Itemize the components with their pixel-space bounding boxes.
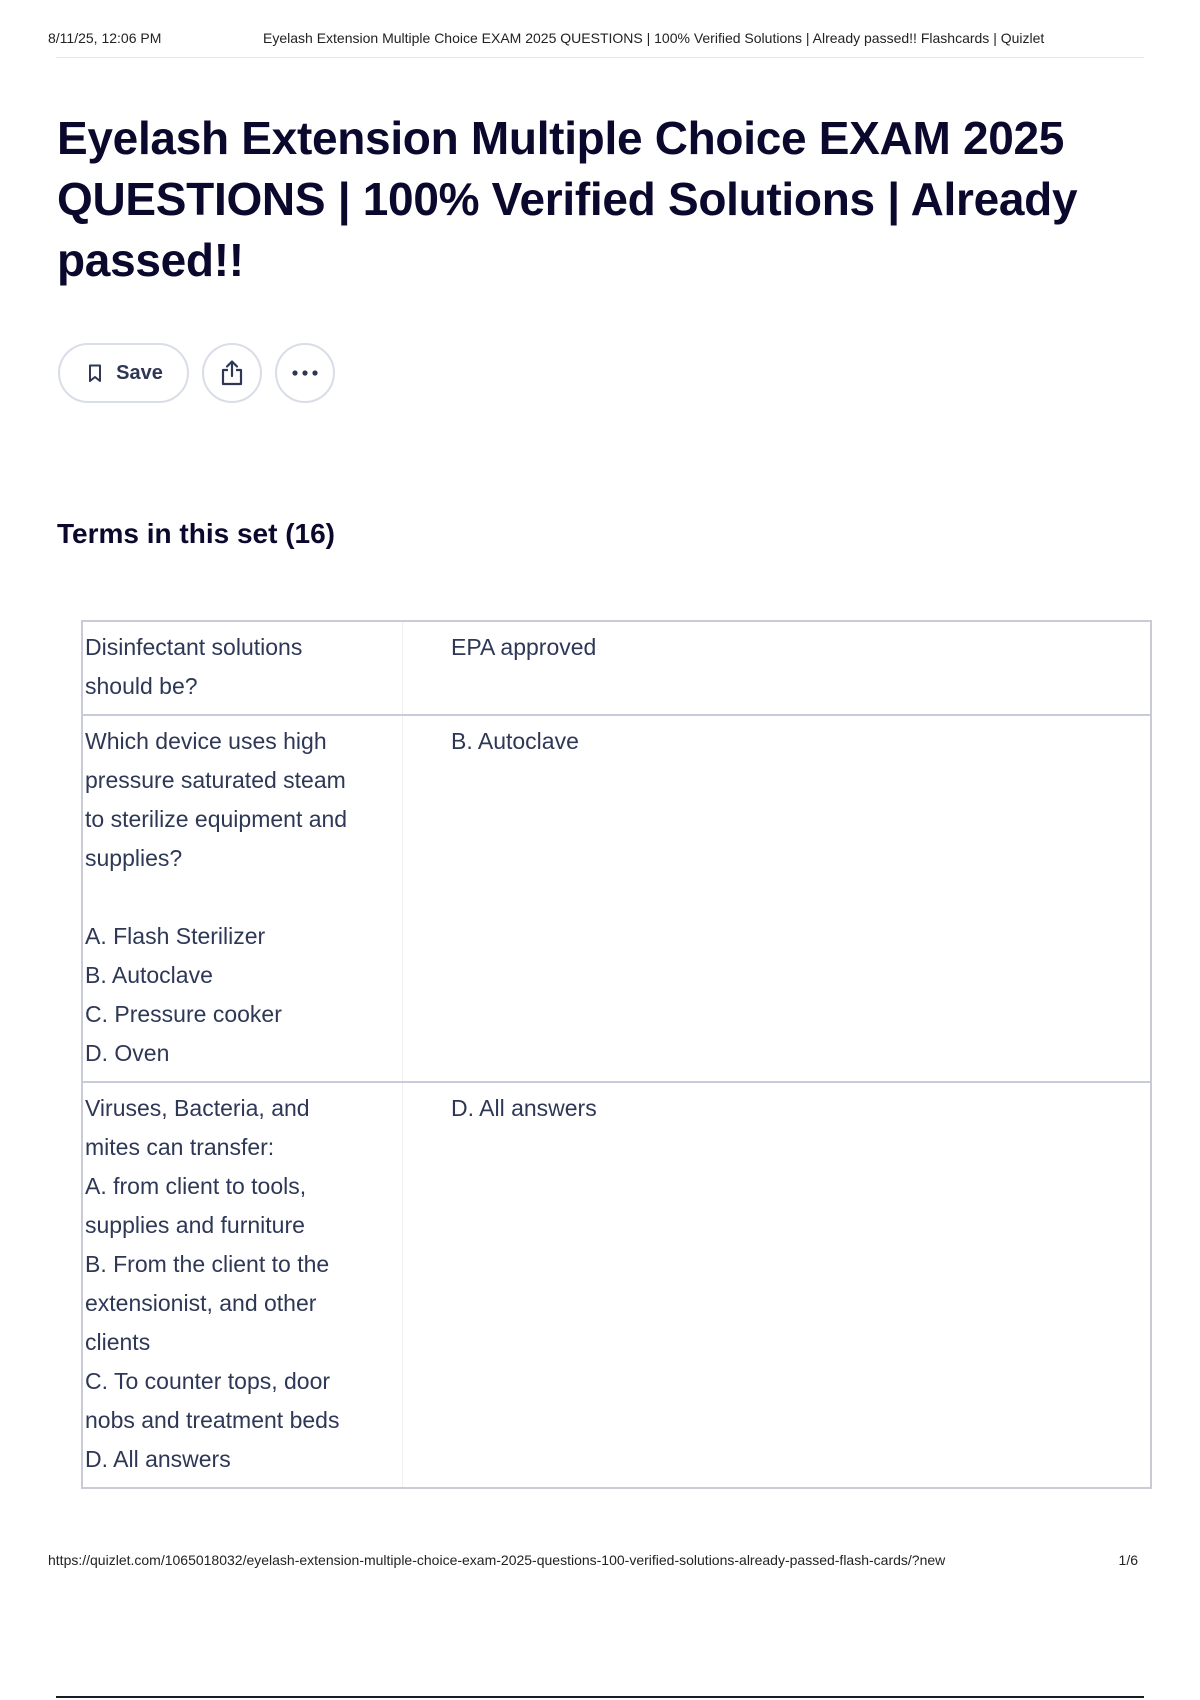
term-cell: Which device uses high pressure saturated steam to sterilize equipment and supplies? A. Flash Sterilizer B. Autoclave C. Pressure cooker D. Oven (83, 716, 403, 1081)
more-horizontal-icon (291, 369, 319, 377)
terms-heading: Terms in this set (16) (57, 518, 336, 549)
more-options-button[interactable] (275, 343, 335, 403)
page-number: 1/6 (1118, 1552, 1138, 1568)
print-doc-title: Eyelash Extension Multiple Choice EXAM 2025 QUESTIONS | 100% Verified Solutions | Already passed!! Flashcards | Quizlet (263, 30, 1045, 46)
table-row (83, 622, 1150, 714)
header-divider (56, 57, 1144, 58)
definition-cell: EPA approved (451, 634, 597, 660)
term-cell: Viruses, Bacteria, and mites can transfer: A. from client to tools, supplies and furniture B. From the client to the extensionist, and other clients C. To counter tops, door nobs and treatment beds D. All answers (83, 1083, 403, 1487)
definition-cell: D. All answers (451, 1095, 597, 1121)
save-button[interactable] (58, 343, 189, 403)
share-icon (219, 359, 245, 387)
table-row (83, 1081, 1150, 1487)
table-row (83, 714, 1150, 1081)
bookmark-icon (88, 364, 102, 383)
definition-cell: B. Autoclave (451, 728, 579, 754)
print-datetime: 8/11/25, 12:06 PM (48, 30, 162, 46)
print-url: https://quizlet.com/1065018032/eyelash-extension-multiple-choice-exam-2025-questions-100-verified-solutions-already-passed-flash-cards/?new (48, 1552, 946, 1568)
page-title: Eyelash Extension Multiple Choice EXAM 2025 QUESTIONS | 100% Verified Solutions | Already passed!! (57, 112, 1078, 286)
action-bar (58, 343, 335, 403)
term-cell: Disinfectant solutions should be? (83, 622, 403, 714)
save-button-label: Save (116, 361, 163, 384)
terms-table (81, 620, 1152, 1489)
share-button[interactable] (202, 343, 262, 403)
bottom-divider (56, 1696, 1144, 1698)
